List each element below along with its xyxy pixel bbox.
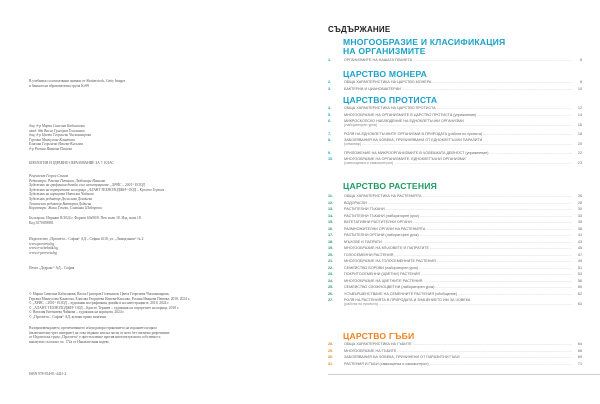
- entry-page-number: 10: [577, 86, 582, 91]
- text-line: Издателство „Просвета – София“ АД – София 1618, ул. „Лимадзанов“ № 2: [29, 237, 144, 241]
- entry-page-number: 62: [577, 291, 582, 296]
- entry-title: ПРИЛОЖЕНИЕ НА МИКРООРГАНИЗМИТЕ В ЧОВЕШКАТА ДЕЙНОСТ (упражнение) .....: [344, 151, 572, 155]
- entry-number: 19.: [328, 246, 334, 250]
- entry-title: ОБЩА ХАРАКТЕРИСТИКА НА ЦАРСТВО МОНЕРА .....: [344, 80, 572, 84]
- entry-title: ОБЩА ХАРАКТЕРИСТИКА НА ГЪБИТЕ .....: [344, 342, 572, 346]
- entry-page-number: 16: [577, 123, 582, 128]
- text-line: © „Просвета – София“ АД, всички права запазени.: [29, 314, 107, 319]
- entry-page-number: 66: [577, 348, 582, 353]
- rights-notice: [29, 326, 170, 344]
- entry-number: 7.: [328, 131, 332, 136]
- entry-title: МНОГООБРАЗИЕ НА ЦВЕТНИТЕ РАСТЕНИЯ .....: [344, 279, 572, 283]
- entry-title: МЪХОВЕ И ПАПРАТИ .....: [344, 240, 572, 244]
- entry-page-number: 47: [577, 252, 582, 257]
- entry-number: 4.: [328, 106, 332, 110]
- entry-title: РАСТЕНИЯ И ГЪБИ (самооценка и самоконтрол) .....: [344, 362, 572, 366]
- entry-number: 24.: [328, 278, 334, 283]
- entry-number: 10.: [328, 157, 334, 161]
- entry-title: МИКРОСКОПСКО НАБЛЮДЕНИЕ НА ЕДНОКЛЕТЪЧНИ ОРГАНИЗМИ: [344, 119, 464, 123]
- section-heading-diversity: [343, 38, 505, 55]
- text-line: (включително чрез интернет) на това издание или на части от него без писмено разрешение: [29, 330, 170, 335]
- entry-page-number: 20: [577, 142, 582, 147]
- entry-page-number: 6: [579, 58, 582, 62]
- entry-title: РАСТИТЕЛНИ ТЪКАНИ (лабораторен урок) .....: [344, 214, 572, 218]
- entry-number: 12.: [328, 200, 334, 205]
- author: доц. д-р Мария Симеона Кабасакова: [29, 124, 85, 128]
- entry-page-number: 35: [577, 220, 582, 224]
- author: д-р Росина Иванова Пешева: [29, 146, 73, 151]
- entry-title: ОРГАНИЗМИТЕ НА НАШАТА ПЛАНЕТА .....: [344, 58, 572, 62]
- credit: Технически редактор Виктория Дойчева: [29, 201, 92, 206]
- publishing-info: [29, 216, 142, 225]
- entry-page-number: 23: [577, 161, 582, 166]
- link-e-uchebnik[interactable]: www.e-uchebnik.bg: [29, 246, 58, 251]
- entry-number: 28.: [328, 342, 334, 346]
- entry-number: 29.: [328, 348, 334, 353]
- credit: Художник на графичния дизайн и на илюстрациите „ХРИС – 2001“ ЕООД: [29, 183, 145, 188]
- copyright: [29, 292, 190, 320]
- entry-title: РАЗМНОЖИТЕЛНИ ОРГАНИ НА РАСТЕНИЯТА .....: [344, 227, 572, 231]
- entry-page-number: 69: [577, 355, 582, 359]
- entry-page-number: 33: [577, 213, 582, 218]
- entry-page-number: 30: [577, 207, 582, 211]
- credit: Художник редактор Десислава Дончиева: [29, 196, 93, 201]
- link-e-prosveta[interactable]: www.e-prosveta.bg: [29, 250, 57, 255]
- entry-number: 3.: [328, 86, 332, 91]
- entry-title: ЗАБОЛЯВАНИЯ НА ЧОВЕКА, ПРИЧИНЯВАНИ ОТ ЕДНОКЛЕТЪЧНИ ПАРАЗИТИ: [344, 138, 483, 142]
- entry-page-number: 64: [577, 342, 582, 346]
- entry-title: РОЛЯ НА РАСТЕНИЯТА В ПРИРОДАТА И ЗНАЧЕНИЕТО ИМ ЗА ЧОВЕКА: [344, 298, 471, 302]
- entry-page-number: 38: [577, 226, 582, 231]
- author: доц. д-р Цвета Георгиева Чисконмирова: [29, 133, 92, 138]
- entry-number: 15.: [328, 220, 334, 224]
- entry-number: 21.: [328, 259, 334, 263]
- entry-number: 27.: [328, 298, 334, 302]
- section-title-line: МНОГООБРАЗИЕ И КЛАСИФИКАЦИЯ: [343, 37, 506, 47]
- entry-title: ОБЩА ХАРАКТЕРИСТИКА НА РАСТЕНИЯТА .....: [344, 194, 572, 198]
- entry-title: БАКТЕРИИ И ЦИАНОБАКТЕРИИ .....: [344, 87, 572, 91]
- text-line: наказуемо съгласно чл. 172а от Наказателния кодекс.: [29, 339, 110, 344]
- credit: Художник на корицата Наталия Чайкова: [29, 192, 94, 197]
- entry-page-number: 18: [577, 131, 582, 136]
- entry-number: 11.: [328, 194, 333, 198]
- print-info: Печат „Дедракс“ АД – София: [29, 266, 75, 270]
- photo-credit: [29, 79, 125, 88]
- entry-number: 17.: [328, 233, 334, 237]
- entry-subtitle: (самооценка и самоконтрол) .....: [344, 161, 572, 165]
- entry-page-number: 14: [577, 112, 582, 117]
- entry-number: 14.: [328, 213, 334, 218]
- entry-page-number: 60: [577, 285, 582, 289]
- entry-page-number: 45: [577, 246, 582, 250]
- entry-number: 22.: [328, 265, 334, 270]
- entry-number: 26.: [328, 291, 334, 296]
- toc-title: СЪДЪРЖАНИЕ: [328, 25, 391, 34]
- entry-number: 9.: [328, 150, 332, 155]
- entry-number: 25.: [328, 285, 334, 289]
- entry-page-number: 8: [579, 80, 582, 84]
- authors: [29, 124, 91, 152]
- entry-title: ВОДОРАСЛИ .....: [344, 201, 572, 205]
- entry-subtitle: (семинар) .....: [344, 142, 572, 146]
- entry-page-number: 26: [577, 194, 582, 198]
- section-heading-fungi: ЦАРСТВО ГЪБИ: [343, 331, 415, 341]
- entry-page-number: 56: [577, 278, 582, 283]
- text-line: Възпроизвеждането, препечатването и/или разпространението на изданието изцяло: [29, 326, 157, 330]
- entry-title: МНОГООБРАЗИЕ НА ОРГАНИЗМИТЕ В ЦАРСТВО ПРОТИСТА (упражнение) .....: [344, 113, 572, 117]
- book-title: БИОЛОГИЯ И ЗДРАВНО ОБРАЗОВАНИЕ ЗА 7. КЛАС: [29, 161, 114, 165]
- entry-title: ЗАБОЛЯВАНИЯ НА ЧОВЕКА, ПРИЧИНЕНИ ОТ ПАРАЗИТНИ ГЪБИ .....: [344, 355, 572, 359]
- credit: Художник на портретите на корица „АЛАНТ ТЕХНОЛОДЖИ“ ООД – Кръсто Терзиев: [29, 187, 165, 192]
- entry-title: МНОГООБРАЗИЕ НА ОРГАНИЗМИТЕ. ЕДНОКЛЕТЪЧНИ ОРГАНИЗМИ: [344, 157, 466, 161]
- text-line: Гергана Манчусова Коматска, Елисава Георгиева Илиева-Кисьова, Росина Иванова Пешева, 2018, 2024 г.: [29, 296, 190, 301]
- credit: Коректори: Жана Гочева, Славинка Шейтрова: [29, 206, 102, 211]
- author: Гергана Манчусова Коматска: [29, 137, 75, 142]
- entry-number: 23.: [328, 272, 334, 276]
- text-line: © Наталия Евгениева Чайкова – художник на корицата, 2024 г.: [29, 310, 125, 315]
- entry-subtitle: (лабораторен урок) .....: [344, 123, 572, 127]
- entry-page-number: 71: [577, 361, 582, 366]
- entry-title: СЕМЕЙСТВО БОРОВИ (лабораторен урок) .....: [344, 266, 572, 270]
- entry-title: СЕМЕЙСТВО СЛОЖНОЦВЕТНИ (лабораторен урок) .....: [344, 285, 572, 289]
- entry-title: МНОГООБРАЗИЕ НА МЪХОВЕТЕ И ПАПРАТИТЕ .....: [344, 246, 572, 250]
- entry-number: 6.: [328, 119, 332, 123]
- entry-page-number: 41: [577, 233, 582, 237]
- author: акад. дбн Васил Григоров Големанов: [29, 128, 85, 133]
- isbn: ISBN 978-954-01-4441-2: [29, 372, 67, 376]
- credit: Редактори: Ренета Петкова, Любомира Иванова: [29, 178, 106, 183]
- section-heading-protista: ЦАРСТВО ПРОТИСТА: [343, 95, 438, 105]
- entry-title: МНОГООБРАЗИЕ НА ГОЛОСЕМЕННИТЕ РАСТЕНИЯ .....: [344, 259, 572, 263]
- section-heading-monera: ЦАРСТВО МОНЕРА: [343, 69, 428, 79]
- entry-number: 30.: [328, 355, 334, 359]
- text-line: © „ХРИС – 2001“ ЕООД – художник на графичния дизайн и на илюстрациите, 2018, 2024 г.: [29, 301, 170, 306]
- author: Елисава Георгиева Илиева-Кисьова: [29, 142, 83, 147]
- entry-title: РАСТИТЕЛНИ ТЪКАНИ .....: [344, 207, 572, 211]
- entry-number: 18.: [328, 239, 334, 244]
- entry-title: ГОЛОСЕМЕННИ РАСТЕНИЯ .....: [344, 253, 572, 257]
- entry-subtitle: (работа по проекта) .....: [344, 302, 572, 306]
- entry-number: 2.: [328, 80, 332, 84]
- entry-title: РАСТИТЕЛНИ ОРГАНИ (лабораторен урок) .....: [344, 233, 572, 237]
- text-line: Българска. Издание II/2024 г. Формат 60х90/8. Печ. коли 18. Изд. коли 18.: [29, 216, 142, 220]
- entry-number: 20.: [328, 252, 334, 257]
- publisher-info: [29, 237, 143, 255]
- text-line: и банката на образователна група Ko99: [29, 83, 90, 88]
- section-heading-plants: ЦАРСТВО РАСТЕНИЯ: [343, 181, 438, 191]
- credits: [29, 174, 164, 211]
- entry-title: РОЛЯ НА ЕДНОКЛЕТЪЧНИТЕ ОРГАНИЗМИ В ПРИРОДАТА (работа по проекта) .....: [344, 132, 572, 136]
- entry-page-number: 51: [577, 265, 582, 270]
- section-title-line: НА ОРГАНИЗМИТЕ: [343, 45, 426, 56]
- entry-title: ПОКРИТОСЕМЕННИ (ЦВЕТНИ) РАСТЕНИЯ .....: [344, 272, 572, 276]
- credit: Рецензент Георги Сенков: [29, 174, 69, 178]
- entry-number: 5.: [328, 112, 332, 117]
- text-line: от Издателска група „Просвета“ е престъпление против интелектуалната собственост,: [29, 335, 161, 340]
- entry-number: 13.: [328, 207, 334, 211]
- entry-title: ВЕГЕТАТИВНИ РАСТИТЕЛНИ ОРГАНИ .....: [344, 220, 572, 224]
- entry-number: 31.: [328, 361, 334, 366]
- entry-page-number: 63: [577, 302, 582, 307]
- entry-page-number: 12: [577, 106, 582, 110]
- text-line: Код 3570059881: [29, 220, 54, 225]
- entry-page-number: 22: [577, 150, 582, 155]
- text-line: © Мария Симеона Кабасакова, Васил Григоров Големанов, Цвета Георгиева Чисконмирова,: [29, 292, 170, 296]
- entry-number: 1.: [328, 58, 332, 62]
- entry-page-number: 53: [577, 272, 582, 276]
- entry-number: 8.: [328, 138, 332, 142]
- link-prosveta[interactable]: www.prosveta.bg: [29, 241, 55, 246]
- text-line: © „АЛАНТ ТЕХНОЛОДЖИ“ ООД – Кръсто Терзиев – художник на портретите на корица, 2018 г.: [29, 305, 179, 310]
- divider: [328, 374, 600, 375]
- entry-title: УСЪВЪРШЕНСТВАНЕ НА СЕМЕННИТЕ РАСТЕНИЯ (обобщение) .....: [344, 292, 572, 296]
- entry-page-number: 49: [577, 259, 582, 263]
- entry-title: ОБЩА ХАРАКТЕРИСТИКА НА ЦАРСТВО ПРОТИСТА .....: [344, 106, 572, 110]
- entry-title: МНОГООБРАЗИЕ НА ГЪБИТЕ .....: [344, 349, 572, 353]
- entry-page-number: 28: [577, 200, 582, 205]
- text-line: В учебника са използвани снимки от Shutterstock, Getty Images: [29, 79, 126, 83]
- entry-number: 16.: [328, 226, 334, 231]
- entry-page-number: 43: [577, 239, 582, 244]
